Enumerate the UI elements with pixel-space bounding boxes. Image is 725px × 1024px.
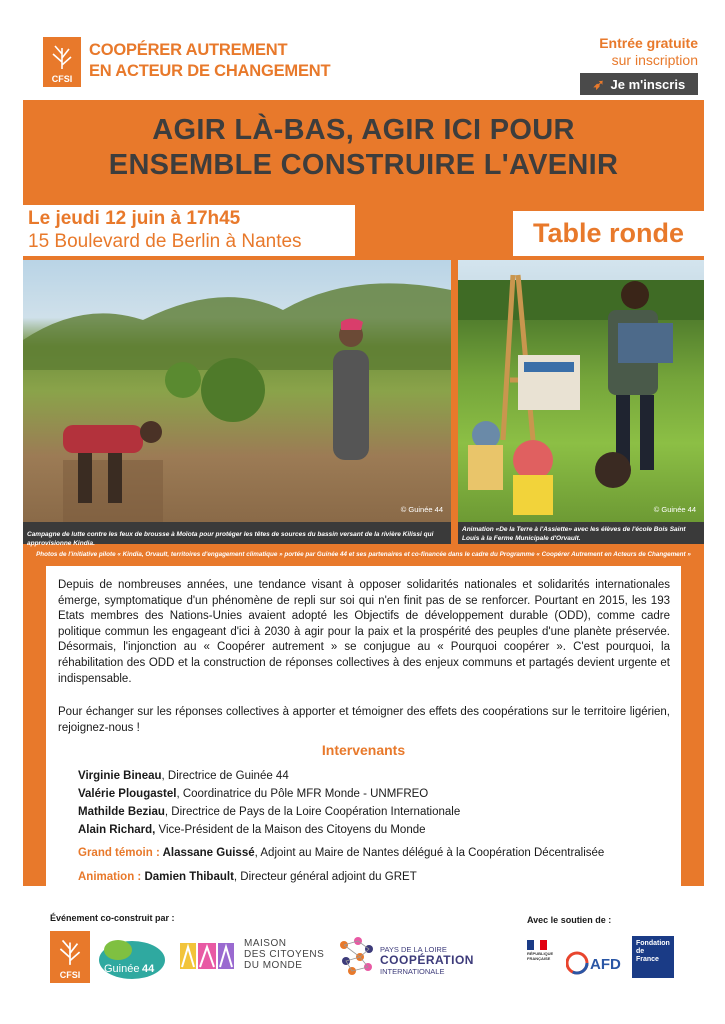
animation-role: , Directeur général adjoint du GRET: [233, 871, 417, 883]
photo1-copyright: © Guinée 44: [400, 505, 443, 514]
leaf-arrow-icon: ➶: [592, 75, 605, 92]
afd-logo: [566, 948, 624, 978]
speaker-item: [78, 822, 426, 838]
mcm-line3: DU MONDE: [244, 960, 303, 971]
tagline-line1: COOPÉRER AUTREMENT: [89, 41, 288, 59]
grand-witness: [78, 847, 604, 859]
support-label: Avec le soutien de :: [527, 915, 612, 925]
guinee-logo-number: 44: [142, 963, 155, 975]
pdl-logo-text: [380, 945, 474, 976]
guinee-logo-text: Guinée: [104, 963, 140, 975]
pdl-line1: PAYS DE LA LOIRE: [380, 945, 447, 954]
witness-label: Grand témoin :: [78, 847, 163, 859]
intervenants-title: Intervenants: [321, 742, 406, 758]
photo1-caption: Campagne de lutte contre les feux de brousse à Moïota pour protéger les têtes de sources du bassin versant de la rivière Kilissi qui approvisionne Kindia.: [23, 522, 451, 544]
photo-farm-illustration: [458, 260, 704, 522]
invite-paragraph: Pour échanger sur les réponses collectives à apporter et témoigner des effets des coopérations sur le territoire ligérien, rejoignez-nous !: [58, 706, 670, 734]
mcm-line1: MAISON: [244, 938, 287, 949]
animation-host: [78, 871, 417, 883]
photo-field-work: [23, 260, 451, 522]
entry-free: Entrée gratuite: [599, 35, 698, 51]
tagline-line2: EN ACTEUR DE CHANGEMENT: [89, 62, 331, 80]
witness-name: Alassane Guissé: [162, 847, 255, 859]
cfsi-logo: [43, 37, 81, 87]
cfsi-logo-text: CFSI: [51, 74, 73, 84]
cfsi-partner-logo: [50, 931, 90, 983]
speaker-name: Mathilde Beziau: [78, 806, 165, 818]
tagline: [89, 40, 330, 82]
pdl-network-logo: [336, 935, 376, 977]
header: [0, 0, 725, 100]
rf-text: RÉPUBLIQUE FRANÇAISE: [527, 951, 554, 961]
speaker-role: Vice-Président de la Maison des Citoyens du Monde: [155, 824, 426, 836]
speaker-item: [78, 768, 289, 784]
photo-credits: Photos de l'initiative pilote « Kindia, Orvault, territoires d'engagement climatique » portée par Guinée 44 et ses partenaires et co-financée dans le cadre du Programme « Coopérer Autrement en Acteurs de Changement »: [36, 551, 691, 558]
photo-field-illustration: [23, 260, 451, 522]
pdl-line2: COOPÉRATION: [380, 953, 474, 967]
republique-francaise-logo: [527, 940, 561, 976]
title-line1: AGIR LÀ-BAS, AGIR ICI POUR: [152, 114, 575, 146]
intro-paragraph: Depuis de nombreuses années, une tendance visant à opposer solidarités nationales et solidarités internationales émerge, symptomatique d'un phénomène de repli sur soi qui n'en finit pas de se renforcer. Pourtant en 2015, les 193 Etats membres des Nations-Unies avaient adopté les Objectifs de développement durable (ODD), comme cadre politique commun les engageant d'ici à 2030 à agir pour la paix et la prospérité des peuples d'une planète préservée. Désormais, l'injonction au « Coopérer autrement » se conjugue au « Pourquoi coopérer ». C'est pourquoi, la réhabilitation des ODD et la construction de réponses collectives à des enjeux communs et partagés devient urgente et indispensable.: [58, 579, 670, 685]
animation-name: Damien Thibault: [144, 871, 234, 883]
event-format: Table ronde: [513, 211, 704, 256]
speaker-item: [78, 786, 428, 802]
fdf-line1: Fondation: [636, 940, 670, 947]
speaker-role: , Directrice de Guinée 44: [161, 770, 289, 782]
leaf-icon: [54, 934, 86, 966]
signup-button[interactable]: [580, 73, 698, 95]
pdl-line3: INTERNATIONALE: [380, 967, 445, 976]
afd-logo-text: AFD: [590, 956, 621, 973]
event-address: 15 Boulevard de Berlin à Nantes: [28, 231, 302, 252]
entry-info: [599, 35, 698, 69]
coconstructed-label: Événement co-construit par :: [50, 913, 175, 923]
speaker-role: , Directrice de Pays de la Loire Coopération Internationale: [164, 806, 461, 818]
photo2-copyright: © Guinée 44: [653, 505, 696, 514]
speaker-name: Virginie Bineau: [78, 770, 162, 782]
speaker-role: , Coordinatrice du Pôle MFR Monde - UNMFREO: [176, 788, 429, 800]
entry-signup: sur inscription: [611, 52, 698, 68]
signup-button-label: Je m'inscris: [610, 76, 686, 92]
mcm-line2: DES CITOYENS: [244, 949, 325, 960]
cfsi-partner-logo-text: CFSI: [59, 970, 81, 980]
speaker-name: Alain Richard,: [78, 824, 156, 836]
guinee44-logo: [98, 936, 166, 980]
speaker-item: [78, 804, 460, 820]
fondation-de-france-logo: [632, 936, 674, 978]
leaf-icon: [47, 40, 77, 70]
title-line2: ENSEMBLE CONSTRUIRE L'AVENIR: [108, 149, 619, 181]
event-datebox: [23, 205, 355, 256]
mcm-logo-text: [244, 938, 324, 971]
photo-school-farm: [458, 260, 704, 522]
page-title: [23, 113, 704, 183]
speaker-name: Valérie Plougastel: [78, 788, 177, 800]
mcm-logo: [180, 939, 236, 973]
event-date: Le jeudi 12 juin à 17h45: [28, 208, 241, 229]
marianne-icon: [527, 940, 547, 950]
animation-label: Animation :: [78, 871, 145, 883]
witness-role: , Adjoint au Maire de Nantes délégué à la Coopération Décentralisée: [254, 847, 605, 859]
fdf-line3: France: [636, 956, 659, 963]
fdf-line2: de: [636, 948, 645, 955]
photo2-caption: Animation «De la Terre à l'Assiette» avec les élèves de l'école Bois Saint Louis à la Ferme Municipale d'Orvault.: [458, 522, 704, 544]
